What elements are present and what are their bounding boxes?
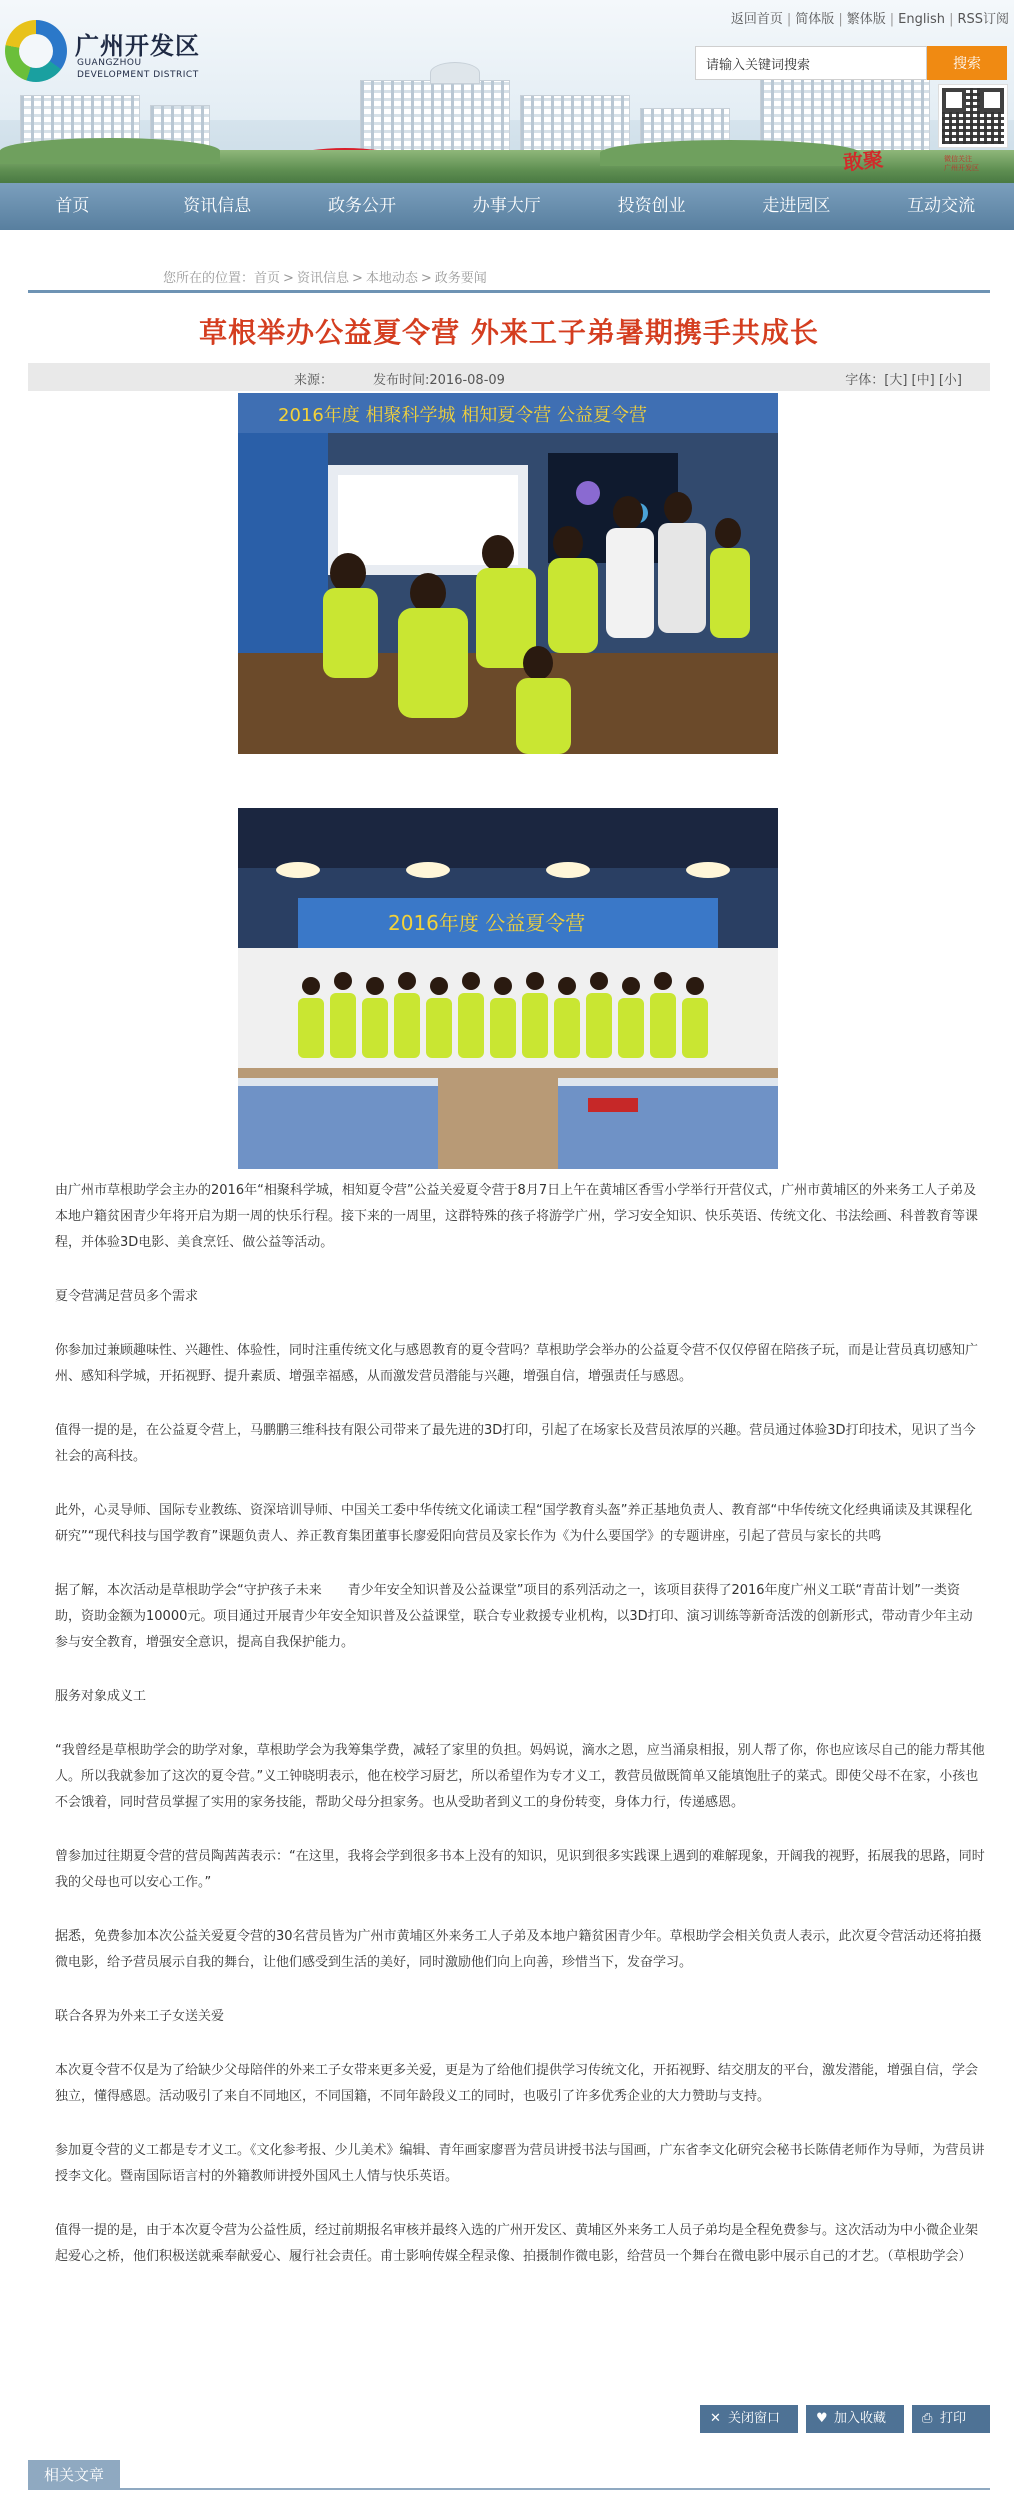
article-subheading: 联合各界为外来工子女送关爱 <box>55 2009 225 2024</box>
article-source: 来源： <box>294 373 334 388</box>
breadcrumb-item-home[interactable]: 首页 <box>254 271 281 286</box>
logo-chinese-name: 广州开发区 <box>75 32 200 60</box>
article-paragraph: 据悉，免费参加本次公益关爱夏令营的30名营员皆为广州市黄埔区外来务工人子弟及本地户籍贫困青少年。草根助学会相关负责人表示，此次夏令营活动还将拍摄微电影，给予营员展示自我的舞台，让他们感受到生活的美好，同时激励他们向上向善，珍惜当下，发奋学习。 <box>55 1929 982 1970</box>
font-size-large-link[interactable]: [大] <box>884 373 908 388</box>
paragraph-gap <box>55 2030 985 2058</box>
nav-item-park[interactable]: 走进园区 <box>762 196 831 216</box>
related-divider <box>28 2488 990 2490</box>
article-paragraph: 曾参加过往期夏令营的营员陶茜茜表示：“在这里，我将会学到很多书本上没有的知识，见识到很多实践课上遇到的难解现象，开阔我的视野，拓展我的思路，同时我的父母也可以安心工作。” <box>55 1849 985 1890</box>
top-link-traditional[interactable]: 繁体版 <box>846 12 886 27</box>
article-subheading: 夏令营满足营员多个需求 <box>55 1289 199 1304</box>
paragraph-gap <box>55 1656 985 1684</box>
paragraph-gap <box>55 1976 985 2004</box>
nav-item-interaction[interactable]: 互动交流 <box>907 196 976 216</box>
top-link-separator: | <box>786 12 792 27</box>
breadcrumb-item-local[interactable]: 本地动态 <box>365 271 418 286</box>
paragraph-gap <box>55 1896 985 1924</box>
article-paragraph: 由广州市草根助学会主办的2016年“相聚科学城，相知夏令营”公益关爱夏令营于8月7日上午在黄埔区香雪小学举行开营仪式，广州市黄埔区的外来务工人子弟及本地户籍贫困青少年将开启为期一周的快乐行程。接下来的一周里，这群特殊的孩子将游学广州，学习安全知识、快乐英语、传统文化、书法绘画、科普教育等课程，并体验3D电影、美食烹饪、做公益等活动。 <box>55 1183 979 1250</box>
top-links <box>731 8 1009 27</box>
top-link-separator: | <box>838 12 843 27</box>
header-dome-decoration <box>430 62 480 84</box>
font-size-small-link[interactable]: [小] <box>938 373 962 388</box>
logo-english-line1: GUANGZHOU <box>77 58 142 68</box>
breadcrumb-item-news[interactable]: 资讯信息 <box>296 271 349 286</box>
related-articles-tab[interactable]: 相关文章 <box>28 2460 120 2490</box>
print-button[interactable] <box>912 2405 990 2433</box>
font-size-label: 字体： <box>845 373 885 388</box>
article-info-bar <box>28 363 990 391</box>
paragraph-gap <box>55 1256 985 1284</box>
nav-item-home[interactable]: 首页 <box>55 196 90 216</box>
paragraph-gap <box>55 1550 985 1578</box>
breadcrumb <box>163 267 487 286</box>
top-link-english[interactable]: English <box>898 12 946 27</box>
header-stamp-logo: 敢聚 <box>842 146 885 176</box>
article-paragraph: 值得一提的是，在公益夏令营上，马鹏鹏三维科技有限公司带来了最先进的3D打印，引起了在场家长及营员浓厚的兴趣。营员通过体验3D打印技术，见识了当今社会的高科技。 <box>55 1423 976 1464</box>
top-link-rss[interactable]: RSS订阅 <box>957 12 1009 27</box>
paragraph-gap <box>55 1816 985 1844</box>
logo-english-line2: DEVELOPMENT DISTRICT <box>77 70 199 80</box>
nav-item-services[interactable]: 办事大厅 <box>472 196 541 216</box>
print-label: 打印 <box>940 2411 967 2426</box>
logo-mark-icon <box>5 20 67 82</box>
top-link-separator: | <box>889 12 895 27</box>
article-photo-group <box>238 808 778 1169</box>
article-subheading: 服务对象成义工 <box>55 1689 147 1704</box>
qr-caption: 微信关注 <box>944 155 972 163</box>
add-favorite-button[interactable] <box>806 2405 904 2433</box>
article-paragraph: “我曾经是草根助学会的助学对象，草根助学会为我筹集学费，减轻了家里的负担。妈妈说，滴水之恩，应当涌泉相报，别人帮了你，你也应该尽自己的能力帮其他人。所以我就参加了这次的夏令营。”义工钟晓明表示，他在校学习厨艺，所以希望作为专才义工，教营员做既简单又能填饱肚子的菜式。即使父母不在家，小孩也不会饿着，同时营员掌握了实用的家务技能，帮助父母分担家务。也从受助者到义工的身份转变，身体力行，传递感恩。 <box>55 1743 985 1810</box>
font-size-medium-link[interactable]: [中] <box>911 373 935 388</box>
header-building-decoration <box>360 80 510 155</box>
photo-classroom-illustration <box>238 393 778 754</box>
wechat-qr-code <box>938 84 1008 148</box>
article-photo-classroom <box>238 393 778 754</box>
nav-item-news[interactable]: 资讯信息 <box>183 196 252 216</box>
breadcrumb-item-politics[interactable]: 政务要闻 <box>434 271 487 286</box>
top-link-home[interactable]: 返回首页 <box>730 12 783 27</box>
breadcrumb-separator: > <box>351 271 363 286</box>
paragraph-gap <box>55 1390 985 1418</box>
site-header <box>0 0 1014 183</box>
article-paragraph: 你参加过兼顾趣味性、兴趣性、体验性，同时注重传统文化与感恩教育的夏令营吗？草根助学会举办的公益夏令营不仅仅停留在陪孩子玩，而是让营员真切感知广州、感知科学城，开拓视野、提升素质、增强幸福感，从而激发营员潜能与兴趣，增强自信，增强责任与感恩。 <box>55 1343 979 1384</box>
photo1-banner-text: 2016年度 相聚科学城 相知夏令营 公益夏令营 <box>278 405 647 426</box>
article-title: 草根举办公益夏令营 外来工子弟暑期携手共成长 <box>199 316 819 349</box>
paragraph-gap <box>55 2190 985 2218</box>
close-window-button[interactable] <box>700 2405 798 2433</box>
article-paragraph: 参加夏令营的义工都是专才义工。《文化参考报、少儿美术》编辑、青年画家廖晋为营员讲授书法与国画，广东省李文化研究会秘书长陈倩老师作为导师，为营员讲授李文化。暨南国际语言村的外籍教师讲授外国风土人情与快乐英语。 <box>55 2143 985 2184</box>
header-trees-decoration <box>600 140 860 166</box>
article-paragraph: 此外，心灵导师、国际专业教练、资深培训导师、中国关工委中华传统文化诵读工程“国学教育头盔”养正基地负责人、教育部“中华传统文化经典诵读及其课程化研究”“现代科技与国学教育”课题负责人、养正教育集团董事长廖爱阳向营员及家长作为《为什么要国学》的专题讲座，引起了营员与家长的共鸣 <box>55 1503 973 1544</box>
search-input[interactable] <box>695 46 927 80</box>
article-paragraph: 值得一提的是，由于本次夏令营为公益性质，经过前期报名审核并最终入选的广州开发区、黄埔区外来务工人员子弟均是全程免费参与。这次活动为中小微企业架起爱心之桥，他们积极送就乘奉献爱心、履行社会责任。甫士影响传媒全程录像、拍摄制作微电影，给营员一个舞台在微电影中展示自己的才艺。（草根助学会） <box>55 2223 979 2264</box>
breadcrumb-separator: > <box>420 271 432 286</box>
paragraph-gap <box>55 2110 985 2138</box>
article-body <box>55 1178 985 2270</box>
qr-code-icon <box>942 88 1004 144</box>
photo2-banner-text: 2016年度 公益夏令营 <box>388 911 586 935</box>
breadcrumb-divider <box>28 290 990 293</box>
photo-group-illustration <box>238 808 778 1169</box>
top-link-simplified[interactable]: 简体版 <box>795 12 835 27</box>
heart-icon: ♥ <box>816 2411 828 2426</box>
add-favorite-label: 加入收藏 <box>834 2411 887 2426</box>
search-button[interactable]: 搜索 <box>927 46 1007 80</box>
header-trees-decoration <box>0 138 220 164</box>
breadcrumb-separator: > <box>283 271 294 286</box>
article-paragraph: 本次夏令营不仅是为了给缺少父母陪伴的外来工子女带来更多关爱，更是为了给他们提供学习传统文化，开拓视野、结交朋友的平台，激发潜能，增强自信，学会独立，懂得感恩。活动吸引了来自不同地区，不同国籍，不同年龄段义工的同时，也吸引了许多优秀企业的大力赞助与支持。 <box>55 2063 979 2104</box>
paragraph-gap <box>55 1710 985 1738</box>
main-nav <box>0 183 1014 230</box>
breadcrumb-prefix: 您所在的位置： <box>163 271 255 286</box>
site-logo[interactable] <box>5 20 235 84</box>
top-link-separator: | <box>949 12 954 27</box>
nav-item-investment[interactable]: 投资创业 <box>617 196 686 216</box>
font-size-controls <box>845 369 962 388</box>
close-window-label: 关闭窗口 <box>728 2411 781 2426</box>
qr-caption: 广州开发区 <box>944 164 979 172</box>
paragraph-gap <box>55 1310 985 1338</box>
close-icon: ✕ <box>710 2411 721 2426</box>
header-building-decoration <box>520 95 630 155</box>
paragraph-gap <box>55 1470 985 1498</box>
printer-icon: ⎙ <box>922 2411 933 2426</box>
article-date: 发布时间:2016-08-09 <box>373 373 505 388</box>
article-paragraph: 据了解，本次活动是草根助学会“守护孩子未来 青少年安全知识普及公益课堂”项目的系列活动之一，该项目获得了2016年度广州义工联“青苗计划”一类资助，资助金额为10000元。项目通过开展青少年安全知识普及公益课堂，联合专业救援专业机构，以3D打印、演习训练等新奇活泼的创新形式，带动青少年主动参与安全教育，增强安全意识，提高自我保护能力。 <box>55 1583 973 1650</box>
nav-item-government[interactable]: 政务公开 <box>327 196 396 216</box>
